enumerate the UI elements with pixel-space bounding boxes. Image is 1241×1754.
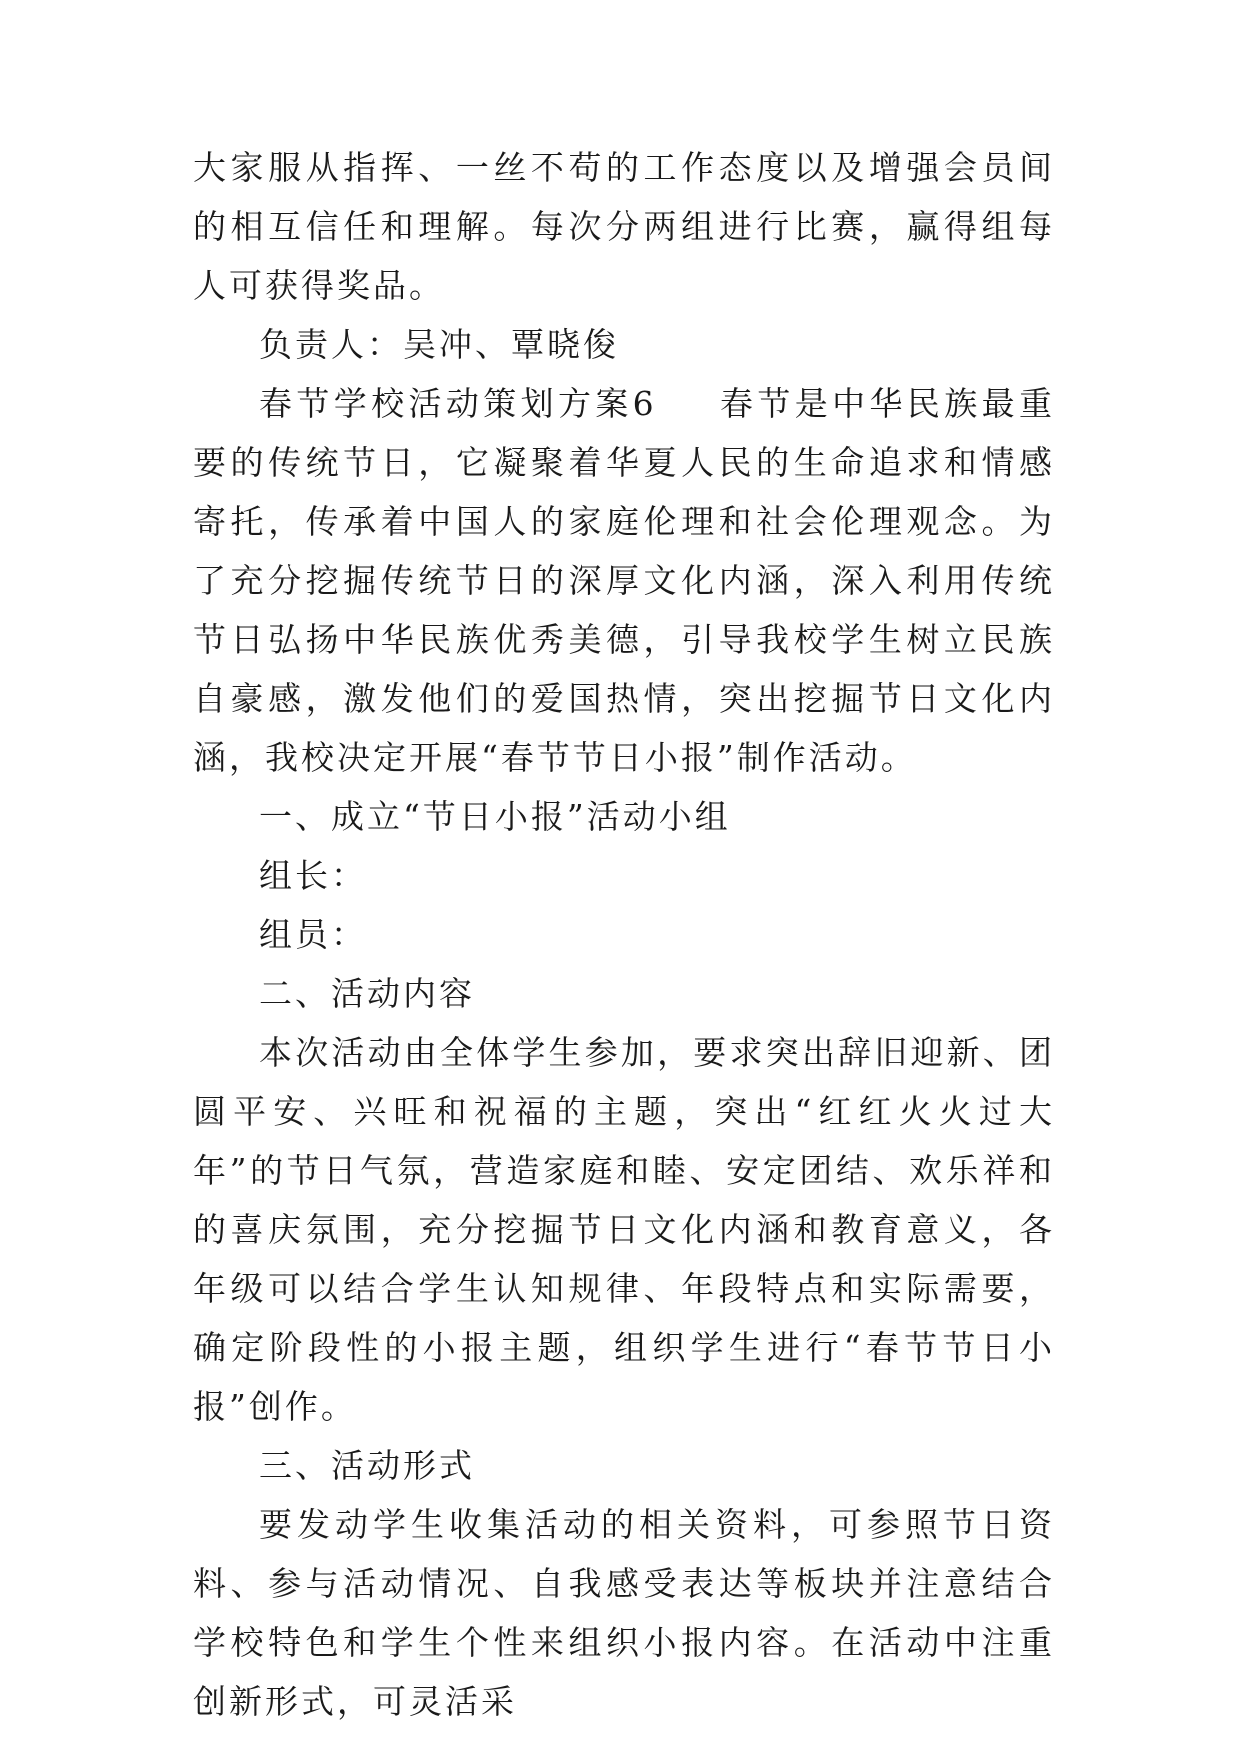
- paragraph-responsible-persons: 负责人：吴冲、覃晓俊: [259, 325, 619, 364]
- group-leader-label: 组长：: [259, 856, 367, 895]
- section-6-paragraph: [193, 374, 1055, 787]
- paragraph-activity-content: 本次活动由全体学生参加，要求突出辞旧迎新、团圆平安、兴旺和祝福的主题，突出“红红火火过大年”的节日气氛，营造家庭和睦、安定团结、欢乐祥和的喜庆氛围，充分挖掘节日文化内涵和教育意义，各年级可以结合学生认知规律、年段特点和实际需要，确定阶段性的小报主题，组织学生进行“春节节日小报”创作。: [193, 1033, 1055, 1426]
- group-members-label: 组员：: [259, 915, 367, 954]
- paragraph-continued: 大家服从指挥、一丝不苟的工作态度以及增强会员间的相互信任和理解。每次分两组进行比赛，赢得组每人可获得奖品。: [193, 148, 1055, 305]
- heading-activity-content: 二、活动内容: [259, 974, 475, 1013]
- heading-activity-form: 三、活动形式: [259, 1446, 475, 1485]
- section-6-intro: 春节是中华民族最重要的传统节日，它凝聚着华夏人民的生命追求和情感寄托，传承着中国人的家庭伦理和社会伦理观念。为了充分挖掘传统节日的深厚文化内涵，深入利用传统节日弘扬中华民族优秀美德，引导我校学生树立民族自豪感，激发他们的爱国热情，突出挖掘节日文化内涵，我校决定开展“春节节日小报”制作活动。: [193, 384, 1056, 777]
- heading-form-group: 一、成立“节日小报”活动小组: [259, 797, 731, 836]
- paragraph-activity-form: 要发动学生收集活动的相关资料，可参照节日资料、参与活动情况、自我感受表达等板块并注意结合学校特色和学生个性来组织小报内容。在活动中注重创新形式，可灵活采: [193, 1505, 1055, 1721]
- document-page: [193, 138, 1055, 1731]
- section-6-title: 春节学校活动策划方案6: [259, 384, 657, 423]
